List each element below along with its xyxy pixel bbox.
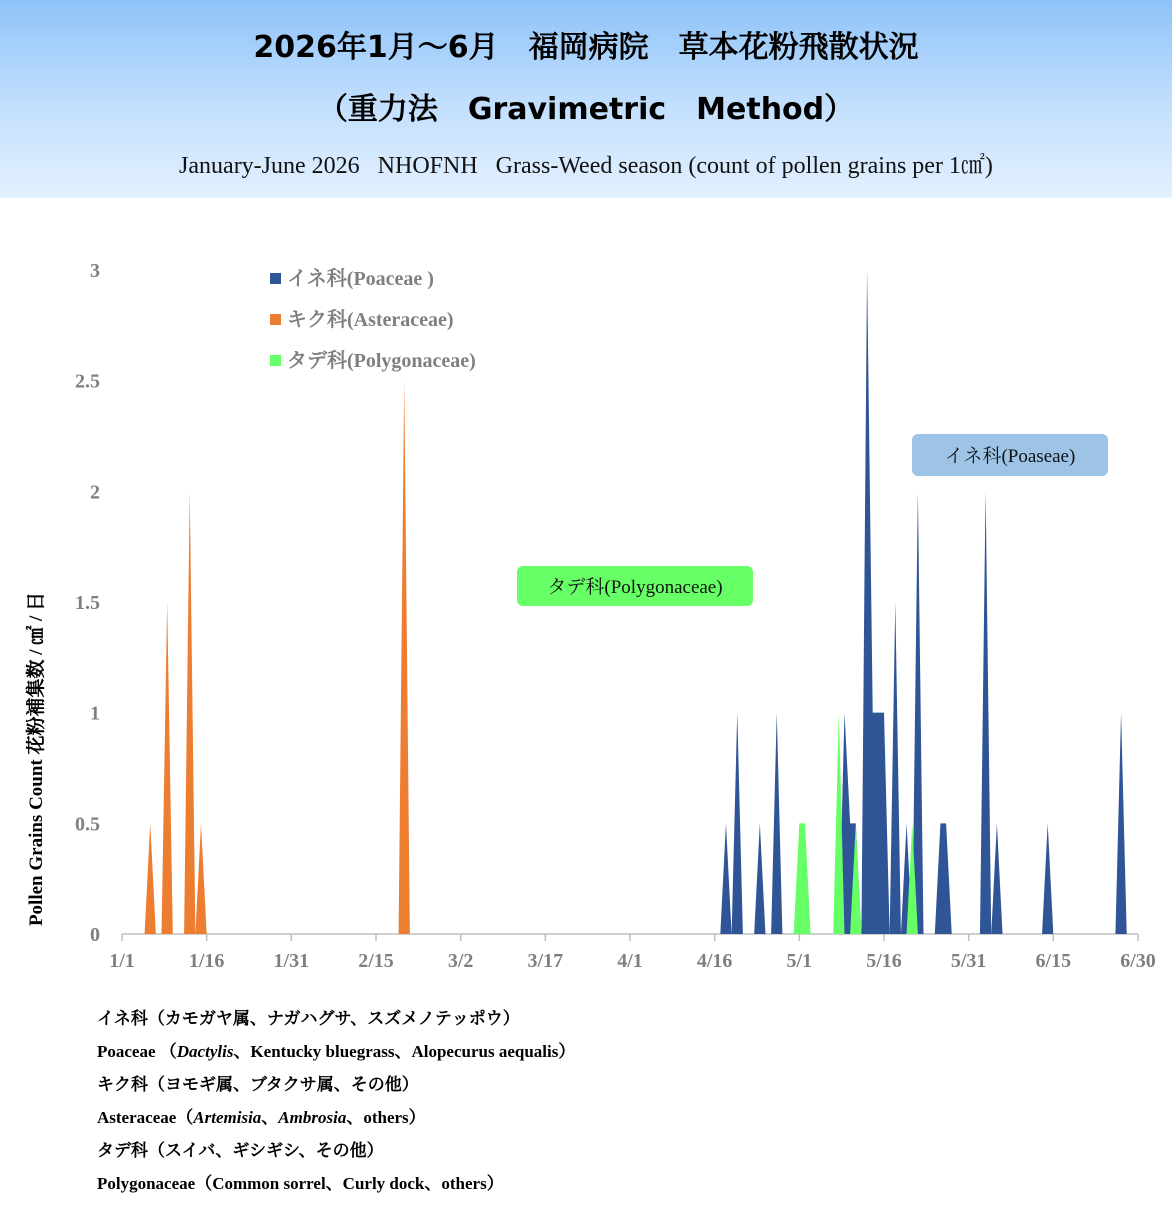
x-tick-label: 5/31 [950, 950, 987, 972]
note-poaceae-ja: イネ科（カモガヤ属、ナガハグサ、スズメノテッポウ） [97, 1009, 520, 1028]
legend-label: タデ科(Polygonaceae) [287, 350, 476, 372]
y-tick-label: 2 [90, 481, 100, 504]
x-tick-label: 1/16 [188, 950, 225, 972]
area-mark [162, 602, 173, 934]
legend-label: キク科(Asteraceae) [287, 309, 454, 331]
x-tick-label: 3/17 [527, 950, 564, 972]
series-2 [145, 381, 410, 934]
y-tick-label: 0.5 [75, 813, 100, 836]
y-tick-label: 1 [90, 702, 100, 725]
y-axis-label: Pollen Grains Count 花粉補集数 / ㎠ / 日 [26, 591, 47, 927]
area-mark [145, 823, 156, 934]
area-mark [399, 381, 410, 934]
area-mark [794, 823, 811, 934]
note-polygonaceae-ja: タデ科（スイバ、ギシギシ、その他） [97, 1141, 384, 1160]
y-tick-label: 2.5 [75, 370, 100, 393]
area-mark [184, 491, 195, 934]
area-mark [890, 602, 901, 934]
x-tick-label: 6/15 [1035, 950, 1072, 972]
area-mark [980, 491, 991, 934]
axes [75, 260, 1156, 972]
area-mark [1042, 823, 1053, 934]
legend-swatch [270, 355, 281, 366]
series-1 [720, 270, 1126, 934]
area-mark [732, 713, 743, 934]
x-tick-label: 4/1 [617, 950, 643, 972]
area-mark [771, 713, 782, 934]
chart-title: 2026年1月～6月 福岡病院 草本花粉飛散状況 [253, 30, 919, 65]
x-tick-label: 3/2 [447, 950, 474, 972]
pollen-area-chart [0, 198, 1172, 998]
legend-label: イネ科(Poaceae ) [287, 268, 434, 290]
x-tick-label: 4/16 [696, 950, 733, 972]
area-mark [195, 823, 206, 934]
legend-swatch [270, 273, 281, 284]
note-asteraceae-ja: キク科（ヨモギ属、ブタクサ属、その他） [97, 1075, 419, 1094]
y-tick-label: 1.5 [75, 592, 100, 614]
x-tick-label: 5/16 [866, 950, 902, 972]
chart-title-method: （重力法 Gravimetric Method） [317, 92, 855, 127]
legend-swatch [270, 314, 281, 325]
area-mark [861, 270, 889, 934]
x-tick-label: 2/15 [358, 950, 394, 972]
annotation-label: タデ科(Polygonaceae) [547, 577, 723, 598]
note-poaceae-en: Poaceae （Dactylis、Kentucky bluegrass、Alopecurus aequalis） [97, 1042, 576, 1061]
chart-header [0, 0, 1172, 198]
x-tick-label: 1/1 [109, 950, 135, 972]
annotations [517, 434, 1108, 606]
chart-subtitle: January-June 2026 NHOFNH Grass-Weed season (count of pollen grains per 1㎠) [179, 153, 993, 179]
species-notes [97, 1002, 575, 1200]
annotation-label: イネ科(Poaseae) [944, 446, 1076, 467]
x-tick-label: 5/1 [786, 950, 813, 972]
note-asteraceae-en: Asteraceae（Artemisia、Ambrosia、others） [97, 1108, 426, 1127]
x-tick-label: 1/31 [273, 950, 310, 972]
area-mark [991, 823, 1002, 934]
x-tick-label: 6/30 [1120, 950, 1156, 972]
y-tick-label: 0 [90, 924, 100, 946]
area-mark [720, 823, 731, 934]
area-mark [754, 823, 765, 934]
area-mark [935, 823, 952, 934]
y-tick-label: 3 [90, 260, 100, 282]
area-mark [1115, 713, 1126, 934]
note-polygonaceae-en: Polygonaceae（Common sorrel、Curly dock、others） [97, 1174, 504, 1193]
legend [270, 266, 476, 372]
